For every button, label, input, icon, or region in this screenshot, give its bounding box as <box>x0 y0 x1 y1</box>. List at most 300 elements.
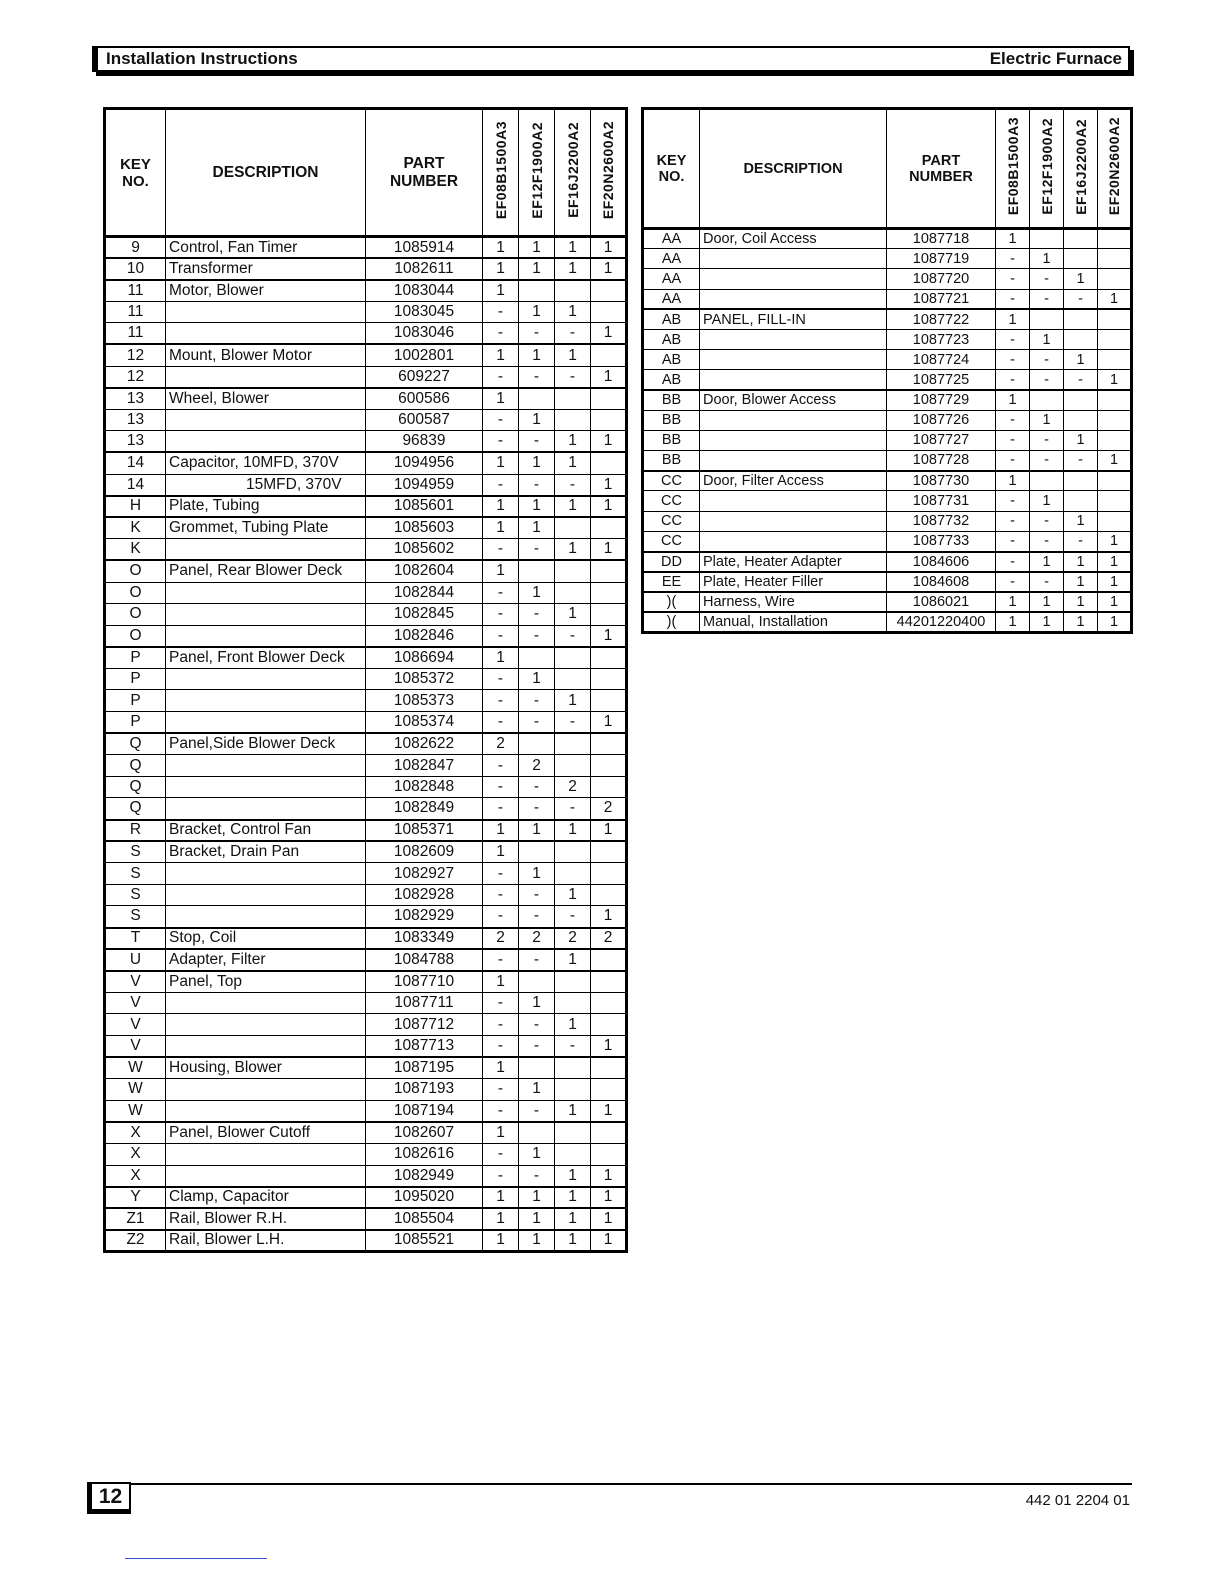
table-row <box>105 604 627 626</box>
table-row <box>105 496 627 518</box>
description-cell <box>700 511 887 531</box>
description-cell: Panel, Rear Blower Deck <box>166 560 366 582</box>
quantity-cell <box>591 560 627 582</box>
quantity-cell: - <box>483 949 519 971</box>
description-cell: Manual, Installation <box>700 612 887 632</box>
key-cell: T <box>105 928 166 950</box>
quantity-cell <box>519 733 555 755</box>
quantity-cell: - <box>483 323 519 345</box>
quantity-cell: - <box>483 776 519 798</box>
quantity-cell <box>519 841 555 863</box>
table-row <box>643 249 1132 269</box>
description-cell: Panel, Top <box>166 971 366 993</box>
description-header: DESCRIPTION <box>166 109 366 237</box>
quantity-cell: - <box>483 1079 519 1101</box>
quantity-cell <box>1098 511 1132 531</box>
quantity-cell: 1 <box>996 229 1030 249</box>
key-cell: O <box>105 560 166 582</box>
key-cell: BB <box>643 390 700 410</box>
part-number-cell: 1083044 <box>366 280 483 302</box>
quantity-cell: - <box>996 552 1030 572</box>
header-title-right: Electric Furnace <box>989 49 1122 68</box>
part-number-cell: 1087711 <box>366 992 483 1014</box>
key-cell: S <box>105 884 166 906</box>
description-cell: Panel, Front Blower Deck <box>166 647 366 669</box>
quantity-cell: 1 <box>1064 269 1098 289</box>
description-cell: Grommet, Tubing Plate <box>166 517 366 539</box>
description-cell <box>166 668 366 690</box>
key-cell: 11 <box>105 323 166 345</box>
description-cell <box>166 712 366 734</box>
quantity-cell: - <box>519 884 555 906</box>
quantity-cell <box>1098 309 1132 329</box>
key-cell: W <box>105 1100 166 1122</box>
key-cell: 12 <box>105 344 166 366</box>
key-cell: Q <box>105 776 166 798</box>
quantity-cell: 1 <box>519 496 555 518</box>
key-header <box>105 109 166 237</box>
description-cell: Stop, Coil <box>166 928 366 950</box>
quantity-cell: - <box>483 712 519 734</box>
decorative-link-line <box>125 1558 267 1559</box>
key-cell: 11 <box>105 280 166 302</box>
key-cell: AB <box>643 309 700 329</box>
description-cell <box>166 863 366 885</box>
description-cell <box>166 1143 366 1165</box>
quantity-cell: 1 <box>591 1165 627 1187</box>
quantity-cell: 1 <box>483 1187 519 1209</box>
quantity-cell <box>519 388 555 410</box>
model-header-label: EF16J2200A2 <box>1072 118 1089 215</box>
quantity-cell: - <box>996 370 1030 390</box>
description-cell: 15MFD, 370V <box>166 474 366 496</box>
model-header <box>519 109 555 237</box>
quantity-cell: 1 <box>591 1208 627 1230</box>
quantity-cell: - <box>555 712 591 734</box>
part-number-cell: 1087731 <box>887 491 996 511</box>
quantity-cell: - <box>1030 572 1064 592</box>
quantity-cell: - <box>519 1035 555 1057</box>
table-row <box>643 471 1132 491</box>
table-row <box>105 323 627 345</box>
key-cell: K <box>105 517 166 539</box>
quantity-cell: 1 <box>555 258 591 280</box>
key-cell: P <box>105 647 166 669</box>
quantity-cell: 1 <box>555 452 591 474</box>
model-header-label: EF12F1900A2 <box>1038 118 1055 215</box>
quantity-cell: - <box>483 906 519 928</box>
part-number-cell: 1085603 <box>366 517 483 539</box>
quantity-cell: 1 <box>591 539 627 561</box>
part-number-cell: 1087724 <box>887 350 996 370</box>
quantity-cell: 1 <box>1098 572 1132 592</box>
key-cell: H <box>105 496 166 518</box>
model-header <box>1064 109 1098 229</box>
quantity-cell: - <box>1064 370 1098 390</box>
quantity-cell: 1 <box>1030 329 1064 349</box>
quantity-cell: 1 <box>1098 289 1132 309</box>
quantity-cell <box>591 863 627 885</box>
description-cell: Capacitor, 10MFD, 370V <box>166 452 366 474</box>
part-number-cell: 1082604 <box>366 560 483 582</box>
quantity-cell <box>555 1122 591 1144</box>
part-number-cell: 1082616 <box>366 1143 483 1165</box>
quantity-cell <box>555 668 591 690</box>
quantity-cell: - <box>996 269 1030 289</box>
quantity-cell <box>1064 229 1098 249</box>
quantity-cell: - <box>519 366 555 388</box>
quantity-cell: 1 <box>1098 451 1132 471</box>
description-cell: Panel,Side Blower Deck <box>166 733 366 755</box>
description-cell <box>700 249 887 269</box>
part-number-cell: 609227 <box>366 366 483 388</box>
description-cell <box>700 350 887 370</box>
quantity-cell: 1 <box>483 1122 519 1144</box>
part-number-cell: 1086021 <box>887 592 996 612</box>
quantity-cell: 1 <box>1064 592 1098 612</box>
model-header-label: EF08B1500A3 <box>492 120 509 220</box>
description-cell <box>700 289 887 309</box>
key-cell: Q <box>105 798 166 820</box>
quantity-cell <box>1098 249 1132 269</box>
description-cell <box>700 491 887 511</box>
part-number-cell: 1087729 <box>887 390 996 410</box>
quantity-cell: - <box>483 755 519 777</box>
quantity-cell: 1 <box>555 820 591 842</box>
quantity-cell: - <box>519 906 555 928</box>
key-cell: V <box>105 971 166 993</box>
key-cell: CC <box>643 491 700 511</box>
quantity-cell <box>591 1014 627 1036</box>
key-header-line1: KEY <box>656 152 687 169</box>
table-row <box>105 539 627 561</box>
quantity-cell: 2 <box>519 755 555 777</box>
table-row <box>105 798 627 820</box>
description-cell <box>166 906 366 928</box>
table-row <box>643 289 1132 309</box>
part-number-cell: 1087727 <box>887 430 996 450</box>
quantity-cell: 1 <box>483 971 519 993</box>
quantity-cell: 1 <box>1098 531 1132 551</box>
part-number-cell: 1083046 <box>366 323 483 345</box>
part-number-cell: 1087726 <box>887 410 996 430</box>
key-cell: V <box>105 1014 166 1036</box>
description-cell: Clamp, Capacitor <box>166 1187 366 1209</box>
quantity-cell <box>591 755 627 777</box>
quantity-cell <box>591 1122 627 1144</box>
quantity-cell: 1 <box>591 431 627 453</box>
quantity-cell: 1 <box>1098 612 1132 632</box>
quantity-cell <box>1064 390 1098 410</box>
key-header-line1: KEY <box>120 155 151 173</box>
key-cell: W <box>105 1079 166 1101</box>
key-cell: W <box>105 1057 166 1079</box>
quantity-cell: - <box>519 712 555 734</box>
quantity-cell: - <box>519 323 555 345</box>
table-row <box>105 431 627 453</box>
quantity-cell: 1 <box>1030 249 1064 269</box>
part-number-cell: 1085374 <box>366 712 483 734</box>
quantity-cell: 1 <box>519 237 555 259</box>
quantity-cell: 1 <box>555 301 591 323</box>
model-header-label: EF12F1900A2 <box>528 121 545 219</box>
quantity-cell: - <box>483 301 519 323</box>
quantity-cell: 2 <box>519 928 555 950</box>
part-number-cell: 1085373 <box>366 690 483 712</box>
quantity-cell: 1 <box>555 1165 591 1187</box>
quantity-cell: 1 <box>591 1230 627 1252</box>
part-number-cell: 1087722 <box>887 309 996 329</box>
key-cell: EE <box>643 572 700 592</box>
quantity-cell: 1 <box>591 258 627 280</box>
description-cell: Plate, Heater Filler <box>700 572 887 592</box>
description-cell <box>166 409 366 431</box>
quantity-cell: - <box>996 249 1030 269</box>
quantity-cell <box>591 452 627 474</box>
quantity-cell: - <box>996 410 1030 430</box>
key-cell: O <box>105 582 166 604</box>
table-row <box>105 1014 627 1036</box>
part-number-cell: 1084606 <box>887 552 996 572</box>
table-row <box>643 370 1132 390</box>
table-row <box>105 344 627 366</box>
table-row <box>105 517 627 539</box>
quantity-cell: 1 <box>483 820 519 842</box>
quantity-cell <box>1064 309 1098 329</box>
quantity-cell: - <box>483 582 519 604</box>
part-number-cell: 1082622 <box>366 733 483 755</box>
description-cell: Rail, Blower L.H. <box>166 1230 366 1252</box>
part-number-cell: 1085372 <box>366 668 483 690</box>
key-cell: 14 <box>105 474 166 496</box>
quantity-cell <box>1030 229 1064 249</box>
quantity-cell: 1 <box>591 1100 627 1122</box>
key-cell: 13 <box>105 431 166 453</box>
key-cell: K <box>105 539 166 561</box>
quantity-cell: - <box>555 798 591 820</box>
part-number-cell: 1087732 <box>887 511 996 531</box>
quantity-cell <box>555 582 591 604</box>
key-cell: R <box>105 820 166 842</box>
description-cell <box>166 690 366 712</box>
table-row <box>643 269 1132 289</box>
quantity-cell: 2 <box>591 928 627 950</box>
quantity-cell: - <box>519 949 555 971</box>
quantity-cell: 1 <box>483 1208 519 1230</box>
table-row <box>105 625 627 647</box>
quantity-cell <box>555 409 591 431</box>
key-cell: O <box>105 604 166 626</box>
table-row <box>643 329 1132 349</box>
description-cell <box>166 625 366 647</box>
key-cell: AB <box>643 350 700 370</box>
description-cell: Bracket, Control Fan <box>166 820 366 842</box>
description-cell: Rail, Blower R.H. <box>166 1208 366 1230</box>
quantity-cell: - <box>519 776 555 798</box>
quantity-cell: - <box>483 863 519 885</box>
quantity-cell: 1 <box>483 1230 519 1252</box>
quantity-cell: - <box>483 604 519 626</box>
quantity-cell: - <box>483 1100 519 1122</box>
table-row <box>105 237 627 259</box>
part-number-cell: 1082844 <box>366 582 483 604</box>
table-row <box>105 560 627 582</box>
part-number-cell: 1082848 <box>366 776 483 798</box>
quantity-cell: 1 <box>483 517 519 539</box>
part-number-cell: 1085914 <box>366 237 483 259</box>
key-cell: 11 <box>105 301 166 323</box>
quantity-cell: - <box>519 474 555 496</box>
quantity-cell <box>555 1079 591 1101</box>
part-number-cell: 1087713 <box>366 1035 483 1057</box>
description-cell: Motor, Blower <box>166 280 366 302</box>
quantity-cell <box>591 409 627 431</box>
quantity-cell: 1 <box>519 1187 555 1209</box>
quantity-cell: - <box>555 323 591 345</box>
quantity-cell: 1 <box>1098 370 1132 390</box>
table-row <box>643 430 1132 450</box>
part-number-cell: 1082611 <box>366 258 483 280</box>
description-cell: Door, Blower Access <box>700 390 887 410</box>
table-row <box>105 668 627 690</box>
quantity-cell: 1 <box>591 1035 627 1057</box>
quantity-cell: - <box>519 1014 555 1036</box>
part-number-cell: 1086694 <box>366 647 483 669</box>
description-cell <box>166 1035 366 1057</box>
description-cell <box>700 410 887 430</box>
part-number-header <box>366 109 483 237</box>
quantity-cell: 2 <box>591 798 627 820</box>
part-number-cell: 1082845 <box>366 604 483 626</box>
table-row <box>105 388 627 410</box>
key-cell: Z1 <box>105 1208 166 1230</box>
table-row <box>105 906 627 928</box>
quantity-cell: 1 <box>555 604 591 626</box>
key-cell: V <box>105 992 166 1014</box>
quantity-cell <box>591 992 627 1014</box>
table-row <box>105 1143 627 1165</box>
quantity-cell: - <box>483 1014 519 1036</box>
description-header: DESCRIPTION <box>700 109 887 229</box>
quantity-cell <box>591 949 627 971</box>
part-number-cell: 1085521 <box>366 1230 483 1252</box>
model-header-label: EF16J2200A2 <box>564 122 581 218</box>
quantity-cell: 1 <box>519 863 555 885</box>
quantity-cell <box>519 280 555 302</box>
quantity-cell <box>591 388 627 410</box>
quantity-cell: 1 <box>1098 552 1132 572</box>
part-number-cell: 1087195 <box>366 1057 483 1079</box>
key-cell: X <box>105 1143 166 1165</box>
quantity-cell: - <box>519 1100 555 1122</box>
quantity-cell: - <box>555 1035 591 1057</box>
quantity-cell <box>555 755 591 777</box>
quantity-cell: - <box>519 431 555 453</box>
part-number-cell: 1082928 <box>366 884 483 906</box>
table-row <box>643 491 1132 511</box>
table-row <box>105 776 627 798</box>
parts-table-right <box>641 107 1133 634</box>
model-header-label: EF08B1500A3 <box>1004 117 1021 216</box>
key-cell: Q <box>105 733 166 755</box>
quantity-cell <box>1030 471 1064 491</box>
description-cell <box>700 531 887 551</box>
quantity-cell: - <box>483 690 519 712</box>
quantity-cell <box>1098 491 1132 511</box>
quantity-cell <box>1064 410 1098 430</box>
table-row <box>643 572 1132 592</box>
quantity-cell <box>591 668 627 690</box>
quantity-cell: 1 <box>483 452 519 474</box>
part-number-cell: 1087718 <box>887 229 996 249</box>
quantity-cell <box>1064 329 1098 349</box>
key-header-line2: NO. <box>122 172 149 190</box>
table-row <box>643 511 1132 531</box>
key-cell: CC <box>643 531 700 551</box>
quantity-cell: 1 <box>519 992 555 1014</box>
quantity-cell <box>591 1057 627 1079</box>
quantity-cell: 1 <box>591 906 627 928</box>
key-cell: AA <box>643 269 700 289</box>
key-cell: AA <box>643 249 700 269</box>
key-cell: AB <box>643 329 700 349</box>
part-number-cell: 1082849 <box>366 798 483 820</box>
quantity-cell: - <box>483 1035 519 1057</box>
table-row <box>105 1187 627 1209</box>
quantity-cell <box>519 647 555 669</box>
key-cell: )( <box>643 592 700 612</box>
quantity-cell <box>519 971 555 993</box>
quantity-cell: 1 <box>555 496 591 518</box>
quantity-cell: 1 <box>1030 612 1064 632</box>
quantity-cell <box>591 344 627 366</box>
quantity-cell: 1 <box>1064 552 1098 572</box>
description-cell <box>166 582 366 604</box>
key-cell: Z2 <box>105 1230 166 1252</box>
quantity-cell <box>1098 390 1132 410</box>
table-row <box>105 863 627 885</box>
key-header <box>643 109 700 229</box>
table-row <box>105 647 627 669</box>
quantity-cell: 1 <box>519 301 555 323</box>
quantity-cell: - <box>519 690 555 712</box>
model-header <box>1030 109 1064 229</box>
quantity-cell <box>1030 309 1064 329</box>
table-row <box>105 280 627 302</box>
quantity-cell: 1 <box>591 712 627 734</box>
table-row <box>105 1165 627 1187</box>
quantity-cell: 1 <box>555 1187 591 1209</box>
quantity-cell <box>555 388 591 410</box>
table-row <box>105 755 627 777</box>
page-number: 12 <box>87 1482 131 1514</box>
key-cell: 13 <box>105 409 166 431</box>
table-row <box>105 928 627 950</box>
description-cell <box>700 430 887 450</box>
table-row <box>643 592 1132 612</box>
quantity-cell: 1 <box>483 344 519 366</box>
quantity-cell: 1 <box>591 625 627 647</box>
quantity-cell: 1 <box>483 237 519 259</box>
quantity-cell: - <box>996 531 1030 551</box>
quantity-cell: 1 <box>591 237 627 259</box>
part-number-header <box>887 109 996 229</box>
description-cell <box>166 1014 366 1036</box>
quantity-cell: - <box>1030 511 1064 531</box>
quantity-cell <box>555 280 591 302</box>
footer-rule <box>92 1483 1132 1485</box>
quantity-cell: - <box>1030 269 1064 289</box>
